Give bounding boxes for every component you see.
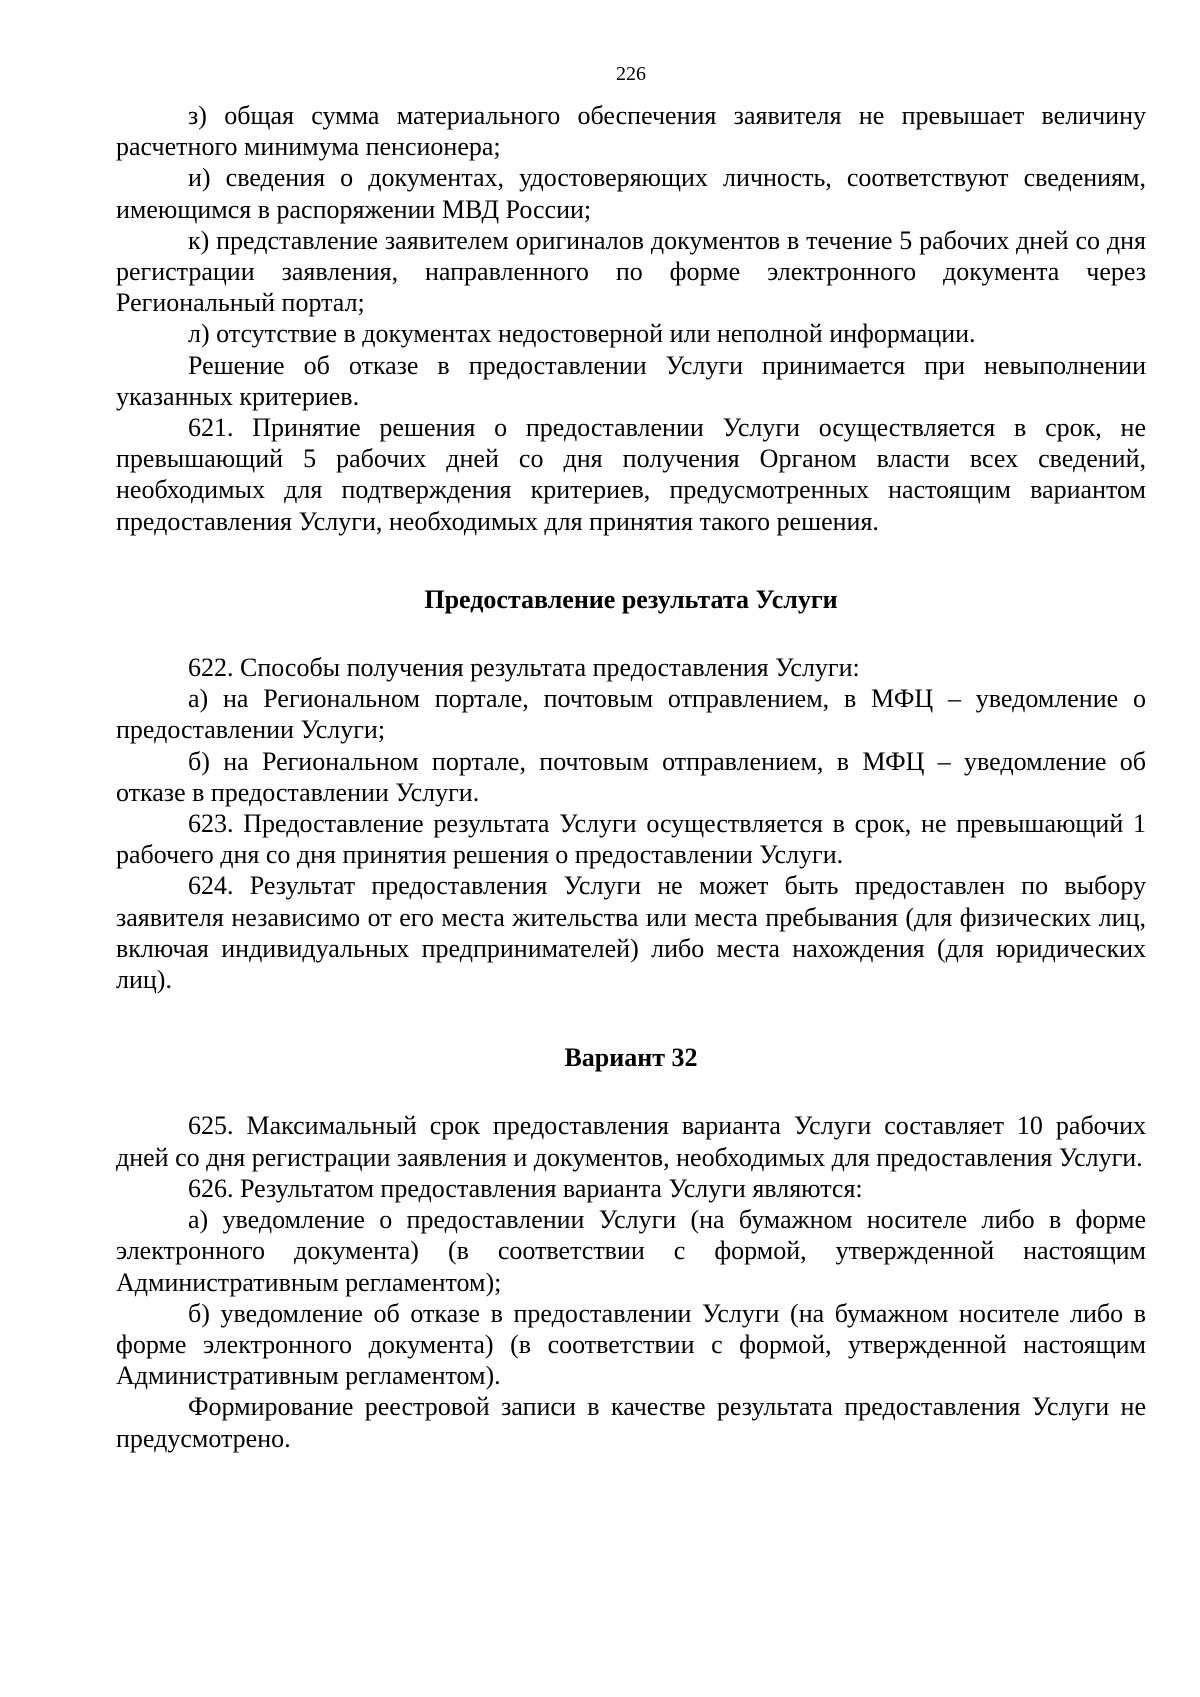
section-heading-variant: Вариант 32 [564,1043,698,1073]
paragraph-refusal-decision: Решение об отказе в предоставлении Услуги принимается при невыполнении указанных критериев. [116,350,1146,411]
paragraph-z: з) общая сумма материального обеспечения заявителя не превышает величину расчетного минимума пенсионера; [116,101,1146,162]
paragraph-622-a: а) на Региональном портале, почтовым отправлением, в МФЦ – уведомление о предоставлении Услуги; [116,684,1146,745]
paragraph-625: 625. Максимальный срок предоставления варианта Услуги составляет 10 рабочих дней со дня регистрации заявления и документов, необходимых для предоставления Услуги. [116,1111,1146,1172]
paragraph-624: 624. Результат предоставления Услуги не может быть предоставлен по выбору заявителя независимо от его места жительства или места пребывания (для физических лиц, включая индивидуальных предпринимателей) либо места нахождения (для юридических лиц). [116,871,1146,995]
page-number: 226 [616,63,646,85]
paragraph-626-b: б) уведомление об отказе в предоставлении Услуги (на бумажном носителе либо в форме электронного документа) (в соответствии с формой, утвержденной настоящим Административным регламентом). [116,1298,1146,1391]
paragraph-622-b: б) на Региональном портале, почтовым отправлением, в МФЦ – уведомление об отказе в предоставлении Услуги. [116,746,1146,807]
paragraph-626-a: а) уведомление о предоставлении Услуги (на бумажном носителе либо в форме электронного документа) (в соответствии с формой, утвержденной настоящим Административным регламентом); [116,1205,1146,1297]
document-page [116,60,1146,1454]
paragraph-registry-record: Формирование реестровой записи в качестве результата предоставления Услуги не предусмотрено. [116,1392,1146,1453]
paragraph-622: 622. Способы получения результата предоставления Услуги: [188,653,860,683]
paragraph-i: и) сведения о документах, удостоверяющих личность, соответствуют сведениям, имеющимся в распоряжении МВД России; [116,163,1146,224]
paragraph-k: к) представление заявителем оригиналов документов в течение 5 рабочих дней со дня регистрации заявления, направленного по форме электронного документа через Региональный портал; [116,225,1146,318]
section-heading-result: Предоставление результата Услуги [424,584,838,614]
paragraph-626: 626. Результатом предоставления варианта Услуги являются: [188,1173,863,1203]
paragraph-623: 623. Предоставление результата Услуги осуществляется в срок, не превышающий 1 рабочего дня со дня принятия решения о предоставлении Услуги. [116,809,1146,870]
paragraph-l: л) отсутствие в документах недостоверной или неполной информации. [188,319,976,349]
paragraph-621: 621. Принятие решения о предоставлении Услуги осуществляется в срок, не превышающий 5 рабочих дней со дня получения Органом власти всех сведений, необходимых для подтверждения критериев, предусмотренных настоящим вариантом предоставления Услуги, необходимых для принятия такого решения. [116,413,1146,536]
